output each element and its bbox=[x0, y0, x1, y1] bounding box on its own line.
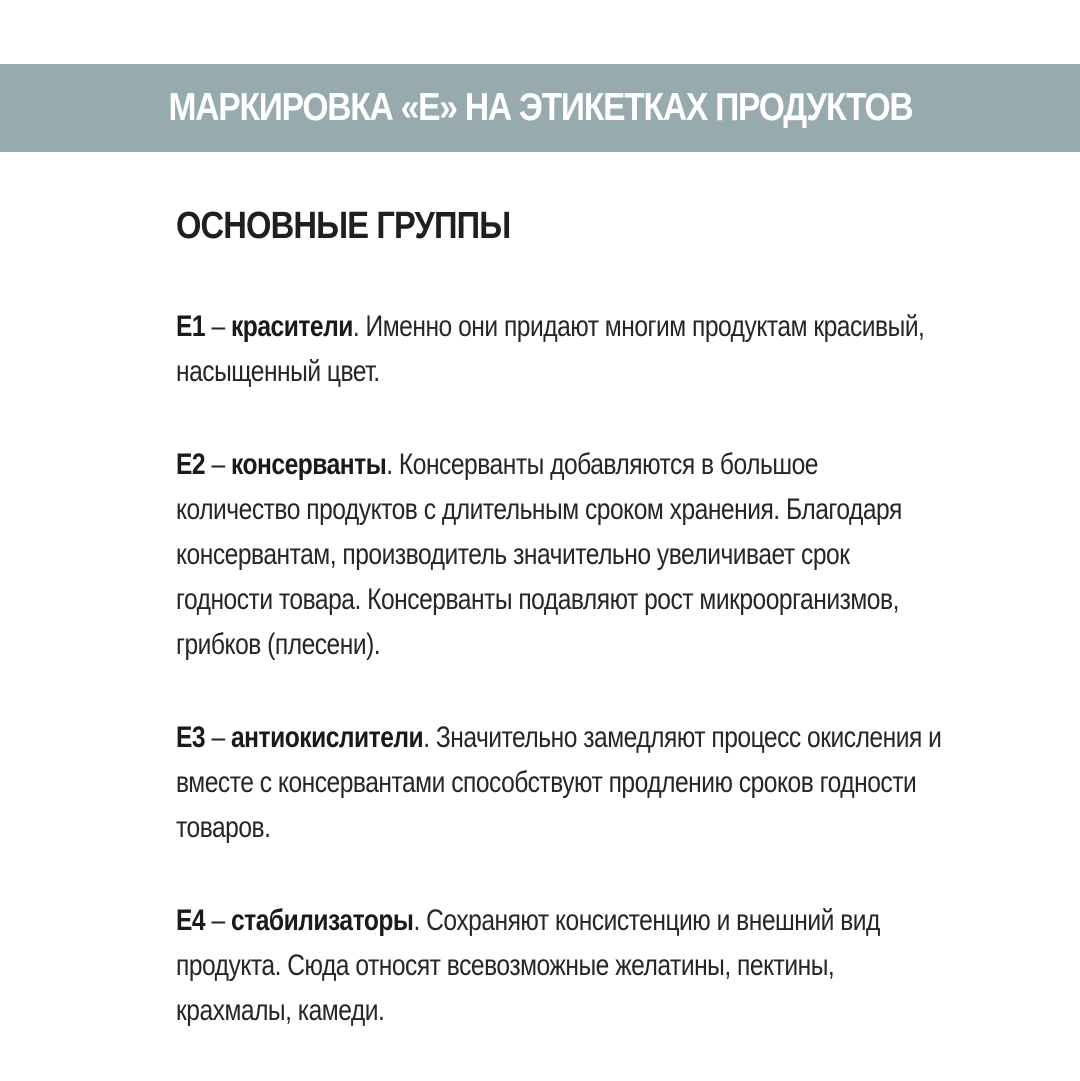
group-description: . Именно они придают многим продуктам красивый, насыщенный цвет. bbox=[176, 310, 925, 388]
group-code: Е4 bbox=[176, 904, 206, 937]
section-title: ОСНОВНЫЕ ГРУППЫ bbox=[176, 205, 511, 247]
group-e4 bbox=[176, 898, 947, 1033]
group-e3 bbox=[176, 715, 947, 850]
group-code: Е1 bbox=[176, 310, 206, 343]
title-banner bbox=[0, 64, 1080, 152]
group-e1 bbox=[176, 304, 947, 394]
page-title: МАРКИРОВКА «Е» НА ЭТИКЕТКАХ ПРОДУКТОВ bbox=[168, 86, 912, 129]
group-name: стабилизаторы bbox=[230, 904, 414, 937]
group-name: консерванты bbox=[230, 448, 387, 481]
group-dash: – bbox=[205, 904, 231, 937]
content-area bbox=[176, 200, 996, 1081]
group-e2 bbox=[176, 442, 947, 667]
group-code: Е3 bbox=[176, 721, 206, 754]
group-name: антиокислители bbox=[230, 721, 424, 754]
group-dash: – bbox=[205, 310, 231, 343]
group-description: . Консерванты добавляются в большое количество продуктов с длительным сроком хранения. Благодаря консервантам, производитель значительно увеличивает срок годности товара. Консерванты подавляют рост микроорганизмов, грибков (плесени). bbox=[176, 448, 902, 661]
group-code: Е2 bbox=[176, 448, 206, 481]
group-description: . Сохраняют консистенцию и внешний вид продукта. Сюда относят всевозможные желатины, пектины, крахмалы, камеди. bbox=[176, 904, 880, 1027]
group-description: . Значительно замедляют процесс окисления и вместе с консервантами способствуют продлению сроков годности товаров. bbox=[176, 721, 942, 844]
group-name: красители bbox=[230, 310, 353, 343]
group-dash: – bbox=[205, 721, 231, 754]
group-dash: – bbox=[205, 448, 231, 481]
